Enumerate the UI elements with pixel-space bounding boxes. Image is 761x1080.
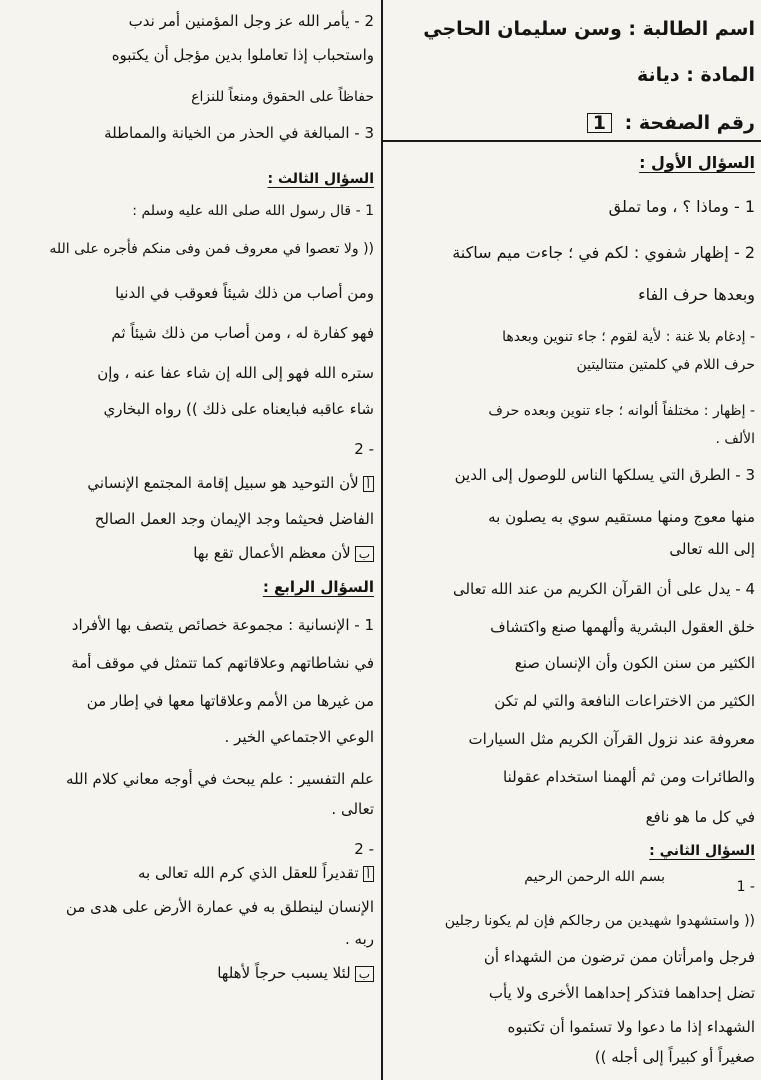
- q2-line: - 1: [736, 879, 755, 895]
- q4-line: - 2: [354, 840, 374, 858]
- left-column: [6, 0, 374, 1080]
- q4-line: الوعي الاجتماعي الخير .: [224, 728, 374, 746]
- q1-line: إلى الله تعالى: [669, 540, 755, 558]
- left-top-line: 2 - يأمر الله عز وجل المؤمنين أمر ندب: [128, 12, 374, 30]
- q1-line: منها معوج ومنها مستقيم سوي به يصلون به: [488, 508, 755, 526]
- q1-heading: السؤال الأول :: [639, 153, 755, 172]
- q1-line: - إظهار : مختلفاً ألوانه ؛ جاء تنوين وبعده حرف: [488, 403, 755, 419]
- q1-line: 3 - الطرق التي يسلكها الناس للوصول إلى الدين: [454, 466, 755, 484]
- option-b-box: ب: [355, 966, 374, 982]
- q1-line: في كل ما هو نافع: [645, 808, 755, 826]
- q4-line: ربه .: [345, 930, 374, 948]
- q1-line: الكثير من الاختراعات النافعة والتي لم تكن: [494, 692, 755, 710]
- left-top-line: 3 - المبالغة في الحذر من الخيانة والمماطلة: [104, 124, 374, 142]
- q4-line: 1 - الإنسانية : مجموعة خصائص يتصف بها الأفراد: [71, 616, 374, 634]
- q3-line: ومن أصاب من ذلك شيئاً فعوقب في الدنيا: [115, 284, 374, 302]
- q2-line: تضل إحداهما فتذكر إحداهما الأخرى ولا يأب: [488, 984, 755, 1002]
- q3-heading: السؤال الثالث :: [267, 171, 374, 187]
- q2-line: فرجل وامرأتان ممن ترضون من الشهداء أن: [483, 948, 755, 966]
- q1-line: 4 - يدل على أن القرآن الكريم من عند الله تعالى: [452, 580, 755, 598]
- q4-option-a-line: [138, 862, 374, 884]
- subject-line: المادة : ديانة: [637, 64, 755, 86]
- q1-line: وبعدها حرف الفاء: [638, 285, 755, 304]
- q1-line: والطائرات ومن ثم ألهمنا استخدام عقولنا: [503, 768, 755, 786]
- right-column: [390, 0, 755, 1080]
- q3-option-a-line: [87, 472, 374, 494]
- q3-line: ستره الله فهو إلى الله إن شاء عفا عنه ، وإن: [97, 364, 374, 382]
- q2-line: صغيراً أو كبيراً إلى أجله )): [594, 1048, 755, 1066]
- q2-line: بسم الله الرحمن الرحيم: [524, 869, 665, 885]
- q3-line: - 2: [354, 440, 374, 458]
- q1-line: خلق العقول البشرية وألهمها صنع واكتشاف: [490, 618, 755, 636]
- option-b-box: ب: [355, 546, 374, 562]
- q3-line: الفاضل فحيثما وجد الإيمان وجد العمل الصالح: [94, 510, 374, 528]
- page-number-box: 1: [587, 113, 612, 133]
- left-top-line: واستحباب إذا تعاملوا بدين مؤجل أن يكتبوه: [111, 46, 374, 64]
- q3-line: 1 - قال رسول الله صلى الله عليه وسلم :: [132, 203, 374, 219]
- q4-line: الإنسان لينطلق به في عمارة الأرض على هدى من: [65, 898, 374, 916]
- q2-line: (( واستشهدوا شهيدين من رجالكم فإن لم يكونا رجلين: [444, 913, 755, 929]
- q4-option-b-line: [217, 962, 374, 984]
- q1-line: 2 - إظهار شفوي : لكم في ؛ جاءت ميم ساكنة: [452, 243, 755, 262]
- q4-line: لئلا يسبب حرجاً لأهلها: [217, 964, 351, 982]
- q1-line: حرف اللام في كلمتين متتاليتين: [576, 357, 755, 373]
- q4-line: علم التفسير : علم يبحث في أوجه معاني كلام الله: [66, 770, 374, 788]
- left-top-line: حفاظاً على الحقوق ومنعاً للنزاع: [191, 89, 374, 105]
- option-a-box: أ: [363, 476, 374, 492]
- q1-line: الكثير من سنن الكون وأن الإنسان صنع: [514, 654, 755, 672]
- q3-option-b-line: [193, 542, 374, 564]
- q2-line: الشهداء إذا ما دعوا ولا تسئموا أن تكتبوه: [507, 1018, 755, 1036]
- q3-line: (( ولا تعصوا في معروف فمن وفى منكم فأجره على الله: [49, 241, 374, 257]
- q1-line: - إدغام بلا غنة : لأية لقوم ؛ جاء تنوين وبعدها: [502, 329, 755, 345]
- page-number-line: [587, 112, 755, 134]
- q4-heading: السؤال الرابع :: [262, 578, 374, 596]
- column-divider: [381, 0, 383, 1080]
- q4-line: من غيرها من الأمم وعلاقاتها معها في إطار من: [86, 692, 374, 710]
- q4-line: تعالى .: [331, 800, 374, 818]
- option-a-box: أ: [363, 866, 374, 882]
- q3-line: لأن التوحيد هو سبيل إقامة المجتمع الإنساني: [87, 474, 359, 492]
- q3-line: فهو كفارة له ، ومن أصاب من ذلك شيئاً ثم: [111, 324, 374, 342]
- q1-line: 1 - وماذا ؟ ، وما تملق: [608, 197, 755, 216]
- page-number-label: رقم الصفحة :: [624, 112, 755, 134]
- q4-line: في نشاطاتهم وعلاقاتهم كما تتمثل في موقف أمة: [71, 654, 374, 672]
- student-name: اسم الطالبة : وسن سليمان الحاجي: [423, 18, 755, 40]
- q3-line: لأن معظم الأعمال تقع بها: [193, 544, 351, 562]
- q3-line: شاء عاقبه فبايعناه على ذلك )) رواه البخاري: [103, 400, 374, 418]
- q1-line: الألف .: [715, 431, 755, 447]
- q4-line: تقديراً للعقل الذي كرم الله تعالى به: [137, 864, 359, 882]
- q2-heading: السؤال الثاني :: [649, 843, 755, 859]
- q1-line: معروفة عند نزول القرآن الكريم مثل السيارات: [468, 730, 755, 748]
